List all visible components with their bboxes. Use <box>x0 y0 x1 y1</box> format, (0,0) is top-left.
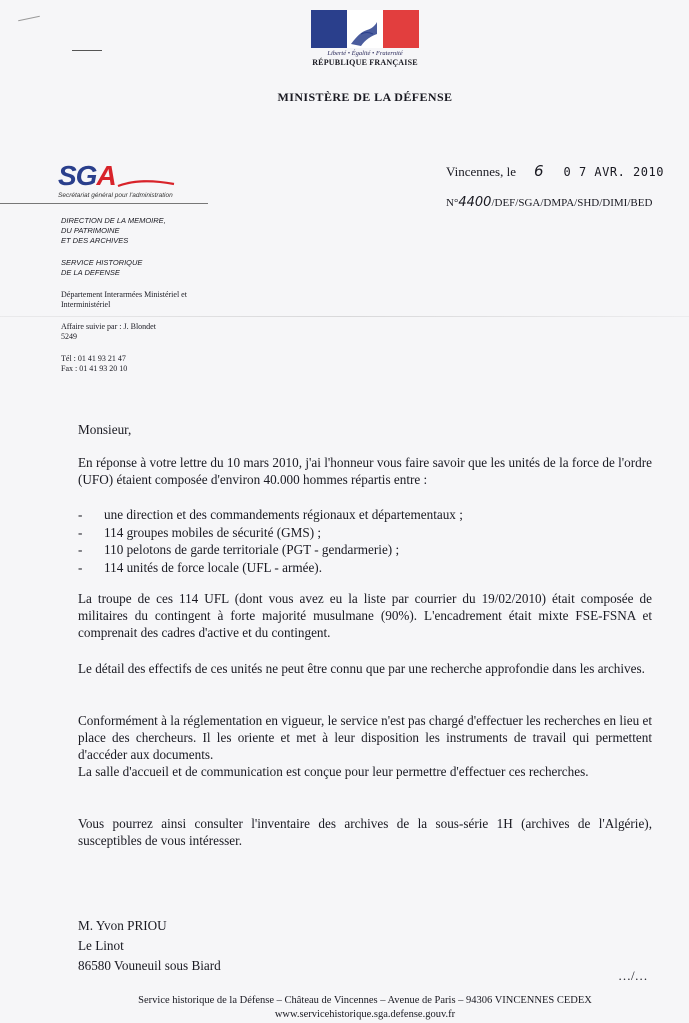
list-item: - une direction et des commandements régionaux et départementaux ; <box>78 507 463 522</box>
recipient-address: M. Yvon PRIOU Le Linot 86580 Vouneuil sous Biard <box>78 918 221 973</box>
service-name: SERVICE HISTORIQUE DE LA DEFENSE <box>61 258 143 277</box>
list-item: - 114 groupes mobiles de sécurité (GMS) ; <box>78 524 322 540</box>
fax: Fax : 01 41 93 20 10 <box>61 364 128 373</box>
reference-number: N°4400/DEF/SGA/DMPA/SHD/DIMI/BED <box>446 195 653 210</box>
sga-wordmark: SGA <box>58 160 116 191</box>
footer-address: Service historique de la Défense – Château de Vincennes – Avenue de Paris – 94306 VINCENNES CEDEX <box>138 995 592 1006</box>
margin-dash <box>72 50 102 51</box>
place: Vincennes, le <box>446 164 516 179</box>
direction-name: DIRECTION DE LA MEMOIRE, DU PATRIMOINE ET DES ARCHIVES <box>61 216 166 245</box>
footer-website: www.servicehistorique.sga.defense.gouv.fr <box>274 1009 456 1020</box>
footer <box>0 994 689 1022</box>
ministry-title: MINISTÈRE DE LA DÉFENSE <box>277 90 453 104</box>
marianne-logo <box>311 10 419 48</box>
paragraph-salle: La salle d'accueil et de communication est conçue pour leur permettre d'effectuer ces recherches. <box>78 764 589 779</box>
list-item: - 110 pelotons de garde territoriale (PGT - gendarmerie) ; <box>78 542 400 557</box>
motto: Liberté • Égalité • Fraternité <box>327 50 403 57</box>
marianne-profile-icon <box>347 10 383 48</box>
sender-column <box>61 216 261 374</box>
list-item: - 114 unités de force locale (UFL - armée). <box>78 559 322 575</box>
republique-title: RÉPUBLIQUE FRANÇAISE <box>312 58 418 67</box>
republique-emblem <box>310 10 420 67</box>
paragraph-inventaire: Vous pourrez ainsi consulter l'inventaire des archives de la sous-série 1H (archives de l'Algérie), susceptibles de vous intéresser. <box>78 816 652 848</box>
paragraph-reglementation: Conformément à la réglementation en vigueur, le service n'est pas chargé d'effectuer les recherches en lieu et place des chercheurs. Il les oriente et met à leur disposition les instruments de travail qui permettent d'accéder aux documents. <box>78 713 652 762</box>
paragraph-intro: En réponse à votre lettre du 10 mars 2010, j'ai l'honneur vous faire savoir que les unités de la force de l'ordre (UFO) étaient composée d'environ 40.000 hommes répartis entre : <box>78 455 652 487</box>
contact-phones <box>61 354 261 374</box>
handwritten-day: 6 <box>533 162 544 180</box>
handwritten-ref: 4400 <box>458 195 492 210</box>
continued-mark: …/… <box>618 968 648 983</box>
salutation: Monsieur, <box>78 422 132 437</box>
date-stamp: 0 7 AVR. 2010 <box>563 165 664 179</box>
units-list <box>78 506 652 576</box>
paragraph-detail: Le détail des effectifs de ces unités ne peut être connu que par une recherche approfondie dans les archives. <box>78 661 645 676</box>
sga-subtitle: Secrétariat général pour l'administration <box>58 192 173 199</box>
department-name: Département Interarmées Ministériel et Interministériel <box>61 290 187 309</box>
sga-logo <box>58 160 208 199</box>
affaire-suivie: Affaire suivie par : J. Blondet 5249 <box>61 322 156 341</box>
tel: Tél : 01 41 93 21 47 <box>61 354 126 363</box>
paragraph-troupe: La troupe de ces 114 UFL (dont vous avez eu la liste par courrier du 19/02/2010) était composée de militaires du contingent à forte majorité musulmane (90%). L'encadrement était mixte FSE-FSNA et comprenait des cadres d'active et du contingent. <box>78 591 652 640</box>
sga-swoosh-icon <box>116 174 176 190</box>
place-date <box>446 162 664 180</box>
logo-rule <box>0 203 208 204</box>
scan-mark <box>18 16 40 22</box>
